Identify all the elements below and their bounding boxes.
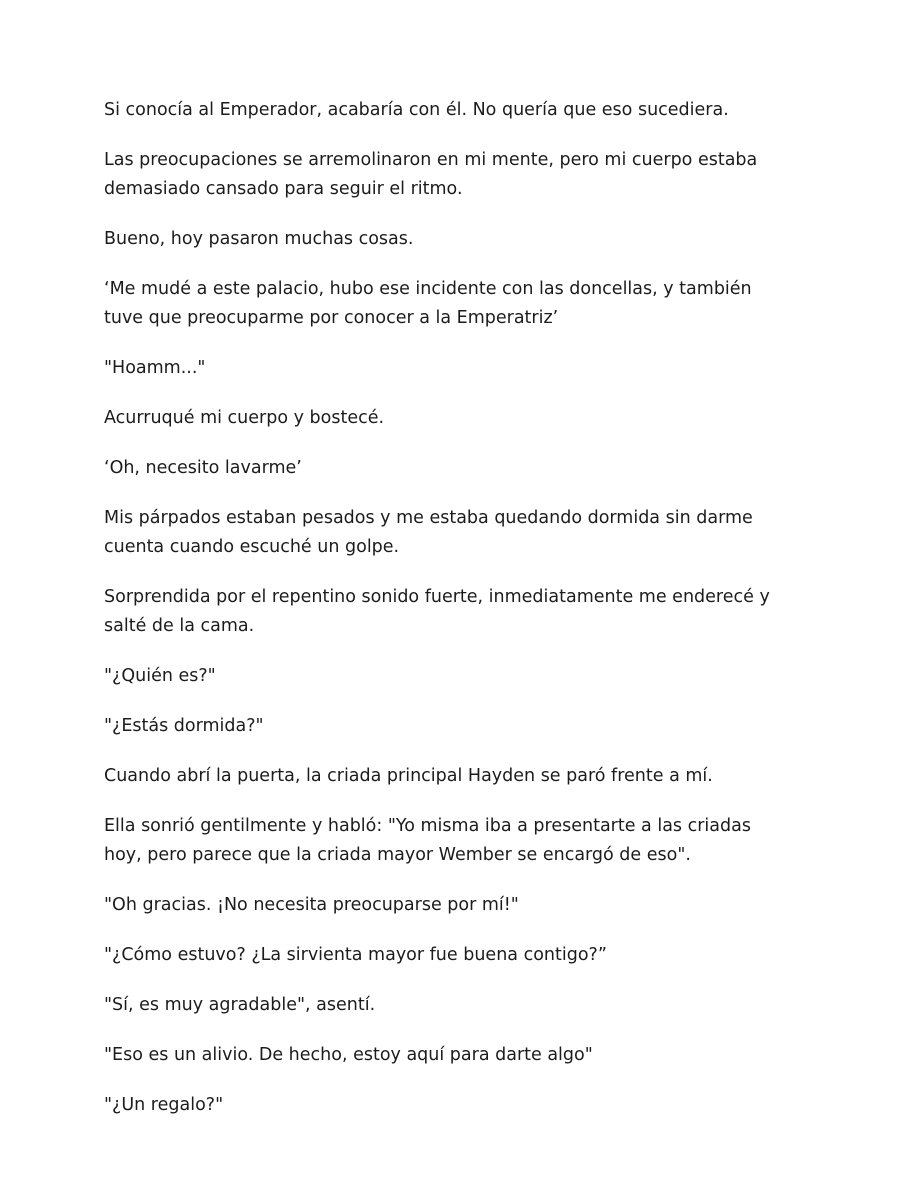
paragraph-15: "¿Cómo estuvo? ¿La sirvienta mayor fue buena contigo?”: [104, 945, 607, 965]
paragraph-10: "¿Quién es?": [104, 666, 216, 686]
paragraph-18: "¿Un regalo?": [104, 1095, 224, 1115]
paragraph-2: Las preocupaciones se arremolinaron en mi mente, pero mi cuerpo estaba demasiado cansado para seguir el ritmo.: [104, 150, 758, 199]
paragraph-14: "Oh gracias. ¡No necesita preocuparse por mí!": [104, 895, 519, 915]
paragraph-4: ‘Me mudé a este palacio, hubo ese incidente con las doncellas, y también tuve que preocuparme por conocer a la Emperatriz’: [104, 279, 752, 328]
paragraph-11: "¿Estás dormida?": [104, 716, 264, 736]
paragraph-8: Mis párpados estaban pesados y me estaba quedando dormida sin darme cuenta cuando escuché un golpe.: [104, 508, 753, 557]
paragraph-6: Acurruqué mi cuerpo y bostecé.: [104, 408, 385, 428]
paragraph-16: "Sí, es muy agradable", asentí.: [104, 995, 376, 1015]
paragraph-3: Bueno, hoy pasaron muchas cosas.: [104, 229, 414, 249]
paragraph-7: ‘Oh, necesito lavarme’: [104, 458, 302, 478]
paragraph-13: Ella sonrió gentilmente y habló: "Yo misma iba a presentarte a las criadas hoy, pero parece que la criada mayor Wember se encargó de eso".: [104, 816, 751, 865]
paragraph-17: "Eso es un alivio. De hecho, estoy aquí para darte algo": [104, 1045, 593, 1065]
paragraph-12: Cuando abrí la puerta, la criada principal Hayden se paró frente a mí.: [104, 766, 713, 786]
paragraph-1: Si conocía al Emperador, acabaría con él. No quería que eso sucediera.: [104, 100, 729, 120]
document-body: [104, 96, 794, 1141]
paragraph-5: "Hoamm...": [104, 358, 206, 378]
paragraph-9: Sorprendida por el repentino sonido fuerte, inmediatamente me enderecé y salté de la cama.: [104, 587, 770, 636]
